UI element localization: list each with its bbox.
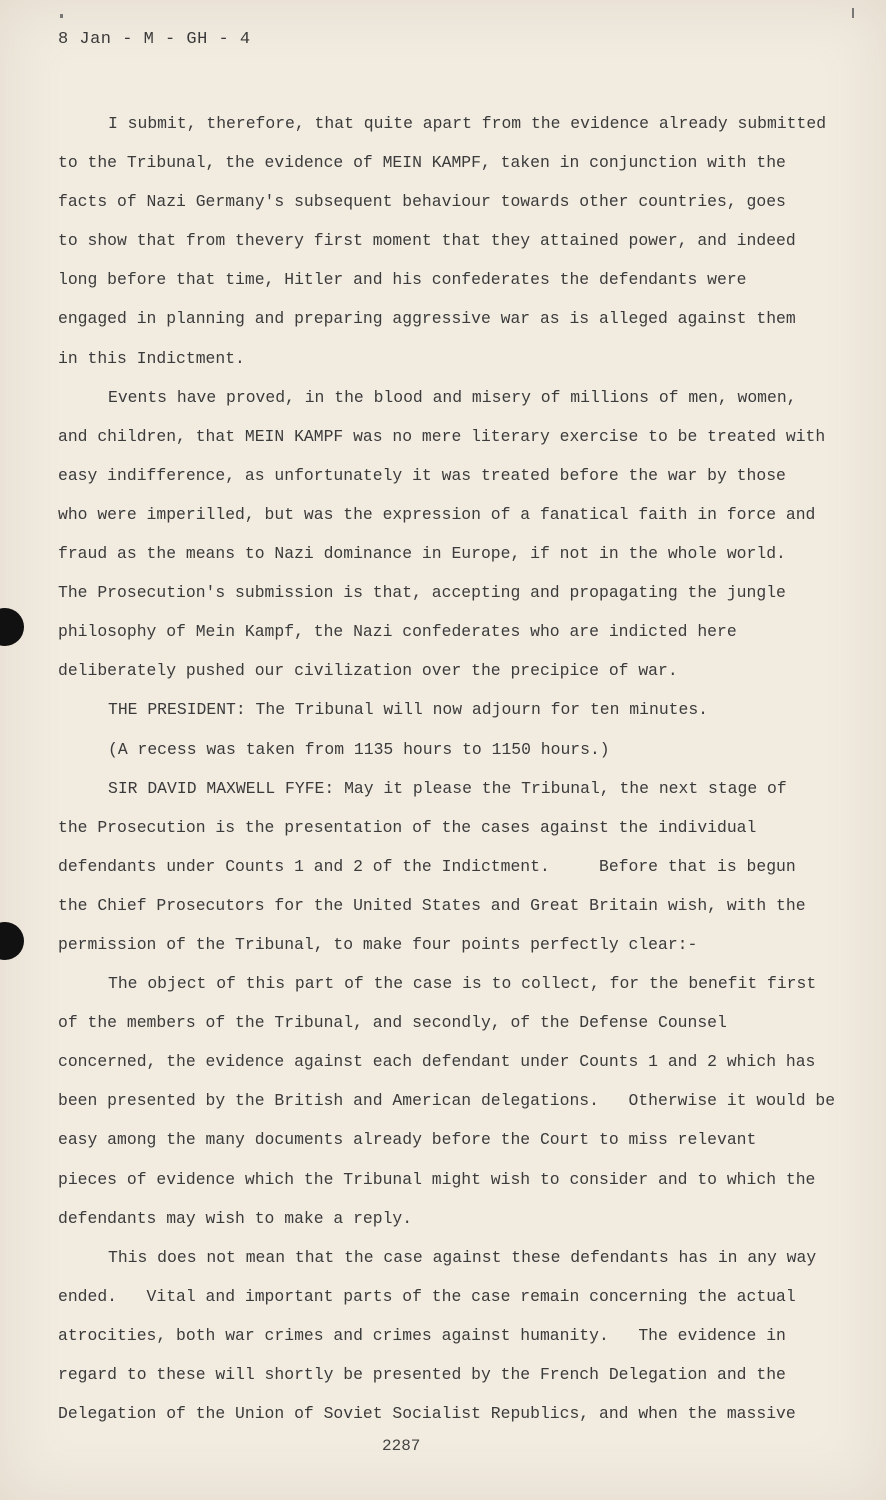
- punch-hole-bottom: [0, 922, 24, 960]
- transcript-line: to the Tribunal, the evidence of MEIN KAMPF, taken in conjunction with the: [58, 153, 786, 173]
- transcript-line: Events have proved, in the blood and misery of millions of men, women,: [108, 387, 797, 407]
- transcript-line: (A recess was taken from 1135 hours to 1150 hours.): [108, 739, 610, 759]
- transcript-line: ended. Vital and important parts of the case remain concerning the actual: [58, 1286, 796, 1306]
- transcript-line: engaged in planning and preparing aggressive war as is alleged against them: [58, 309, 796, 329]
- transcript-line: in this Indictment.: [58, 348, 245, 368]
- transcript-line: who were imperilled, but was the expression of a fanatical faith in force and: [58, 504, 816, 524]
- transcript-line: facts of Nazi Germany's subsequent behaviour towards other countries, goes: [58, 192, 786, 212]
- transcript-line: been presented by the British and American delegations. Otherwise it would be: [58, 1091, 836, 1111]
- transcript-line: deliberately pushed our civilization over the precipice of war.: [58, 661, 678, 681]
- transcript-line: easy indifference, as unfortunately it was treated before the war by those: [58, 465, 786, 485]
- transcript-line: defendants may wish to make a reply.: [58, 1208, 413, 1228]
- transcript-line: to show that from thevery first moment that they attained power, and indeed: [58, 231, 796, 251]
- transcript-line: philosophy of Mein Kampf, the Nazi confederates who are indicted here: [58, 622, 737, 642]
- transcript-line: permission of the Tribunal, to make four points perfectly clear:-: [58, 934, 698, 954]
- transcript-line: fraud as the means to Nazi dominance in Europe, if not in the whole world.: [58, 544, 786, 564]
- punch-hole-top: [0, 608, 24, 646]
- transcript-line: the Chief Prosecutors for the United States and Great Britain wish, with the: [58, 895, 806, 915]
- transcript-line: Delegation of the Union of Soviet Socialist Republics, and when the massive: [58, 1404, 796, 1424]
- transcript-line: regard to these will shortly be presented by the French Delegation and the: [58, 1365, 786, 1384]
- transcript-line: of the members of the Tribunal, and secondly, of the Defense Counsel: [58, 1013, 727, 1033]
- transcript-line: concerned, the evidence against each defendant under Counts 1 and 2 which has: [58, 1052, 816, 1072]
- transcript-line: I submit, therefore, that quite apart from the evidence already submitted: [108, 114, 827, 133]
- transcript-body: [58, 104, 836, 1433]
- page-number: 2287: [382, 1437, 421, 1455]
- transcript-line: The Prosecution's submission is that, accepting and propagating the jungle: [58, 583, 786, 603]
- transcript-line: pieces of evidence which the Tribunal might wish to consider and to which the: [58, 1169, 816, 1189]
- paper-mark: [60, 14, 63, 18]
- transcript-line: This does not mean that the case against these defendants has in any way: [108, 1247, 817, 1267]
- transcript-line: SIR DAVID MAXWELL FYFE: May it please the Tribunal, the next stage of: [108, 778, 787, 798]
- transcript-line: THE PRESIDENT: The Tribunal will now adjourn for ten minutes.: [108, 700, 708, 720]
- transcript-line: long before that time, Hitler and his confederates the defendants were: [58, 270, 747, 290]
- transcript-line: the Prosecution is the presentation of the cases against the individual: [58, 817, 757, 837]
- transcript-line: The object of this part of the case is to collect, for the benefit first: [108, 974, 817, 994]
- transcript-line: easy among the many documents already before the Court to miss relevant: [58, 1130, 757, 1150]
- paper-mark-top-right: [852, 8, 854, 18]
- document-reference: 8 Jan - M - GH - 4: [58, 30, 251, 49]
- transcript-line: defendants under Counts 1 and 2 of the Indictment. Before that is begun: [58, 856, 796, 876]
- transcript-line: atrocities, both war crimes and crimes against humanity. The evidence in: [58, 1325, 786, 1345]
- transcript-line: and children, that MEIN KAMPF was no mere literary exercise to be treated with: [58, 426, 826, 446]
